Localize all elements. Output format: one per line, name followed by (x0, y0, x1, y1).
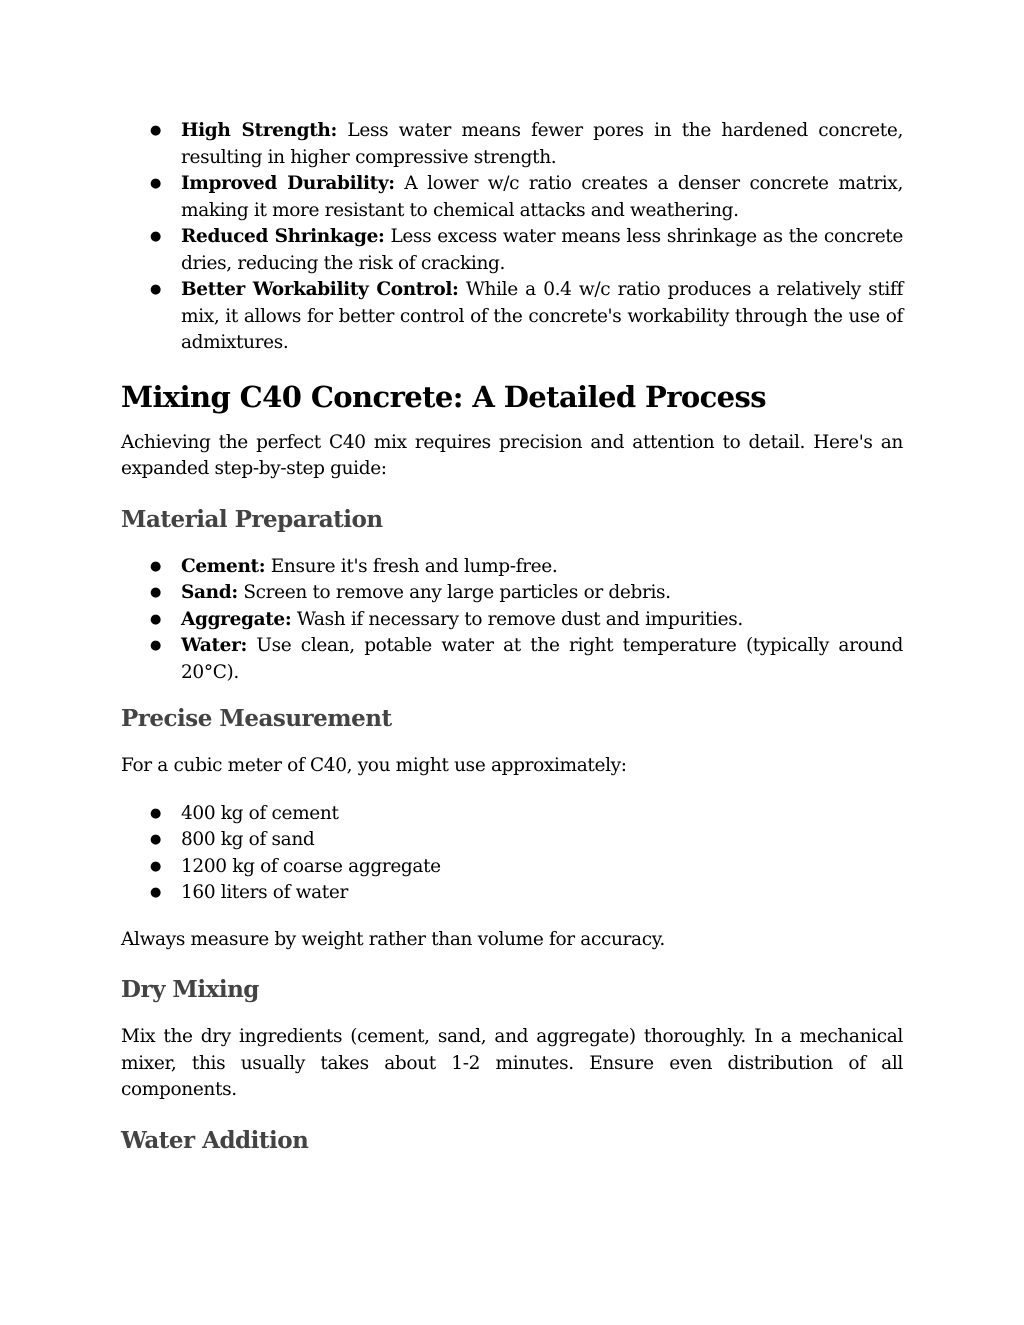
bullet-text: While a 0.4 w/c ratio produces a relatively stiff mix, it allows for better control of the concrete's workability through the use of admixtures. (181, 279, 903, 353)
bullet-text: 800 kg of sand (181, 829, 315, 850)
precise-measurement-intro: For a cubic meter of C40, you might use approximately: (121, 755, 627, 776)
bullet-text: 400 kg of cement (181, 802, 339, 824)
bullet-term: Water: (181, 635, 247, 656)
bullet-icon: ● (150, 805, 161, 821)
list-item (121, 801, 903, 828)
bullet-term: Improved Durability: (181, 173, 395, 194)
list-item (121, 854, 903, 881)
list-item (121, 880, 903, 907)
measurement-note: Always measure by weight rather than volume for accuracy. (121, 928, 665, 950)
list-item (121, 171, 903, 224)
bullet-icon: ● (150, 123, 161, 138)
list-item (121, 607, 903, 634)
bullet-text: Less excess water means less shrinkage as the concrete dries, reducing the risk of cracking. (181, 226, 903, 274)
bullet-icon: ● (150, 858, 161, 874)
bullet-icon: ● (150, 611, 161, 627)
bullet-text: Ensure it's fresh and lump-free. (265, 555, 558, 577)
bullet-icon: ● (150, 885, 161, 900)
bullet-text: Less water means fewer pores in the hardened concrete, resulting in higher compressive strength. (181, 120, 903, 168)
list-item (121, 277, 903, 357)
bullet-term: Sand: (181, 582, 238, 603)
bullet-text: Wash if necessary to remove dust and impurities. (291, 608, 743, 630)
material-preparation-list (121, 554, 903, 687)
dry-mixing-heading: Dry Mixing (121, 976, 259, 1003)
list-item (121, 554, 903, 581)
benefits-list (121, 118, 903, 357)
main-intro-paragraph: Achieving the perfect C40 mix requires precision and attention to detail. Here's an expanded step-by-step guide: (121, 431, 903, 479)
bullet-icon: ● (150, 176, 161, 191)
bullet-text: 1200 kg of coarse aggregate (181, 855, 441, 877)
bullet-term: Aggregate: (181, 608, 292, 630)
list-item (121, 118, 903, 171)
dry-mixing-paragraph: Mix the dry ingredients (cement, sand, and aggregate) thoroughly. In a mechanical mixer, this usually takes about 1-2 minutes. Ensure even distribution of all components. (121, 1026, 903, 1100)
bullet-text: Screen to remove any large particles or debris. (237, 582, 671, 603)
measurement-list (121, 801, 903, 907)
list-item (121, 827, 903, 854)
bullet-text: Use clean, potable water at the right temperature (typically around 20°C). (181, 635, 903, 683)
bullet-icon: ● (150, 638, 161, 653)
bullet-term: Better Workability Control: (181, 279, 459, 300)
bullet-icon: ● (150, 229, 161, 244)
list-item (121, 580, 903, 607)
main-heading: Mixing C40 Concrete: A Detailed Process (121, 379, 766, 414)
bullet-term: Reduced Shrinkage: (181, 226, 385, 247)
precise-measurement-heading: Precise Measurement (121, 705, 392, 732)
bullet-term: Cement: (181, 555, 266, 577)
bullet-text: 160 liters of water (181, 882, 348, 903)
bullet-term: High Strength: (181, 120, 337, 141)
water-addition-heading: Water Addition (121, 1126, 309, 1154)
list-item (121, 224, 903, 277)
bullet-icon: ● (150, 558, 161, 574)
bullet-text: A lower w/c ratio creates a denser concrete matrix, making it more resistant to chemical attacks and weathering. (181, 173, 903, 221)
bullet-icon: ● (150, 585, 161, 600)
document-page (121, 118, 903, 1156)
material-preparation-heading: Material Preparation (121, 505, 383, 533)
list-item (121, 633, 903, 686)
bullet-icon: ● (150, 282, 161, 297)
bullet-icon: ● (150, 832, 161, 847)
